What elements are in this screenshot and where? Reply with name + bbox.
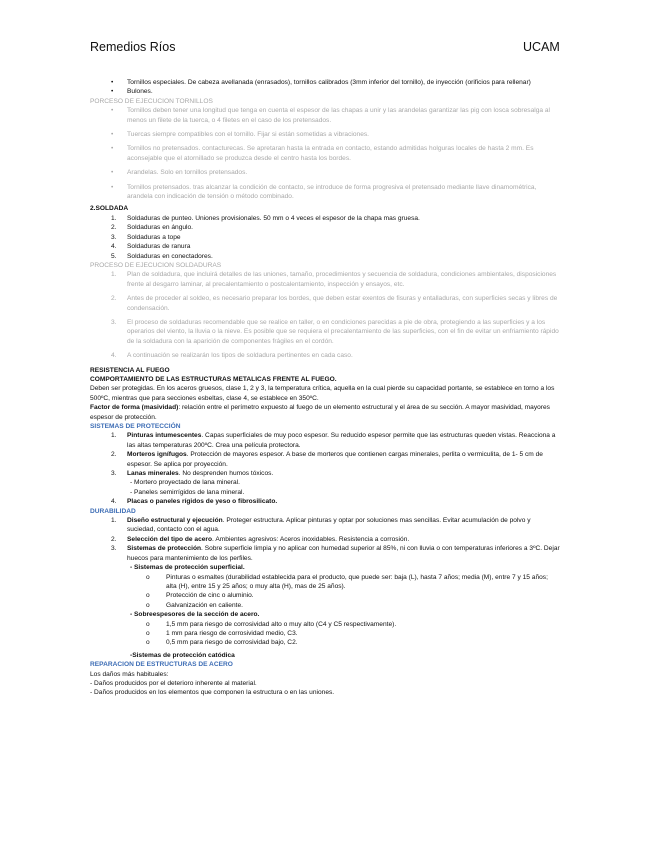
list-item: 1. Plan de soldadura, que incluirá detalles de las uniones, tamaño, procedimientos y secuencia de soldadura, condiciones ambientales, disposiciones frente al desgarro laminar, al precalentamiento o postcalentamiento, inspección y ensayos, etc. <box>111 271 557 288</box>
section-heading-resistencia: RESISTENCIA AL FUEGO <box>90 366 170 374</box>
list-item: 4. Placas o paneles rígidos de yeso o fibrosilicato. <box>111 498 278 506</box>
section-heading-proceso-tornillos: PORCESO DE EJECUCION TORNILLOS <box>90 97 213 105</box>
subheading-sobreespesores: - Sobreespesores de la sección de acero. <box>130 611 260 619</box>
list-item: 2. Morteros ignífugos. Protección de mayores espesor. A base de morteros que contienen cargas minerales, perlita o vermiculita, de 1- 5 cm de espesor. Se aplica por proyección. <box>111 451 543 468</box>
list-item: 2. Soldaduras en ángulo. <box>111 224 193 232</box>
sub-item: - Mortero proyectado de lana mineral. <box>130 479 240 487</box>
list-item: o Protección de cinc o aluminio. <box>146 592 254 600</box>
list-item: • Arandelas. Solo en tornillos pretensados. <box>111 169 248 177</box>
list-item: - Daños producidos por el deterioro inherente al material. <box>90 679 257 687</box>
paragraph: Los daños más habituales: <box>90 670 169 678</box>
list-item: 1. Diseño estructural y ejecución. Proteger estructura. Aplicar pinturas y optar por soluciones mas sencillas. Evitar acumulación de polvo y suciedad, contacto con el agua. <box>111 517 531 534</box>
sub-item: - Paneles semirrígidos de lana mineral. <box>130 488 245 496</box>
list-item: • Tornillos no pretensados. contacturecas. Se apretaran hasta la entrada en contacto, estando admitidas holguras locales de hasta 2 mm. Es aconsejable que el atornillado se produzca desde el centro hasta los bordes. <box>111 145 534 162</box>
list-item: 3. Soldaduras a tope <box>111 233 181 241</box>
list-item: 4. Soldaduras de ranura <box>111 243 191 251</box>
list-item: 5. Soldaduras en conectadores. <box>111 252 213 260</box>
paragraph: Factor de forma (masividad): relación entre el perímetro expuesto al fuego de un elemento estructural y el área de su sección. A mayor masividad, mayores espesor de protección. <box>90 404 550 421</box>
list-item: • Tuercas siempre compatibles con el tornillo. Fijar si están sometidas a vibraciones. <box>111 131 369 139</box>
section-heading-proceso-soldadura: PROCESO DE EJECUCION SOLDADURAS <box>90 261 222 269</box>
list-item: 3. Sistemas de protección. Sobre superficie limpia y no aplicar con humedad superior al 85%, ni con lluvia o con temperaturas inferiores a 3ºC. Dejar huecos para mantenimiento de los perfiles. <box>111 545 560 562</box>
list-item: • Bulones. <box>111 88 153 96</box>
list-item: 2. Antes de proceder al soldeo, es necesario preparar los bordes, que deben estar exentos de fisuras y entalladuras, con superficies secas y libres de condensación. <box>111 295 558 312</box>
list-item: 3. El proceso de soldaduras recomendable que se realice en taller, o en condiciones parecidas a pie de obra, protegiendo a las superficies y a los operarios del viento, la lluvia o la nieve. Es posible que se requiera el precalentamiento de las superficies, con el fin de evitar un enfriamiento rápido de la soldadura con la aparición de componentes frágiles en el cordón. <box>111 318 559 345</box>
section-heading-durabilidad: DURABILIDAD <box>90 507 136 515</box>
section-heading-reparacion: REPARACION DE ESTRUCTURAS DE ACERO <box>90 661 233 669</box>
list-item: 4. A continuación se realizarán los tipos de soldadura pertinentes en cada caso. <box>111 352 353 360</box>
header-author: Remedios Ríos <box>90 40 176 54</box>
document-body <box>90 78 560 698</box>
subheading-comportamiento: COMPORTAMIENTO DE LAS ESTRUCTURAS METALICAS FRENTE AL FUEGO. <box>90 375 337 383</box>
list-item: o Galvanización en caliente. <box>146 601 243 609</box>
list-item: 3. Lanas minerales. No desprenden humos tóxicos. <box>111 470 274 478</box>
list-item: - Daños producidos en los elementos que componen la estructura o en las uniones. <box>90 689 335 697</box>
paragraph: Deben ser protegidas. En los aceros gruesos, clase 1, 2 y 3, la temperatura crítica, aquella en la cual pierde su capacidad portante, se establece en torno a los 500ºC, mientras que para secciones esbeltas, clase 4, se establece en 350ºC. <box>90 385 555 402</box>
subheading-superficial: - Sistemas de protección superficial. <box>130 564 245 572</box>
list-item: o Pinturas o esmaltes (durabilidad establecida para el producto, que puede ser: baja (L), hasta 7 años; media (M), entre 7 y 15 años; alta (H), entre 15 y 25 años; o muy alta (H), mas de 25 años). <box>146 573 548 590</box>
list-item: o 1 mm para riesgo de corrosividad medio, C3. <box>146 629 298 637</box>
list-item: 1. Pinturas intumescentes. Capas superficiales de muy poco espesor. Su reducido espesor permite que las estructuras queden vistas. Reacciona a las altas temperaturas 200ºC. Crea una película protectora. <box>111 432 556 449</box>
section-heading-sistemas: SISTEMAS DE PROTECCIÓN <box>90 423 181 430</box>
list-item: • Tornillos deben tener una longitud que tenga en cuenta el espesor de las chapas a unir y las arandelas garantizar las pig con losca sobresalga al menos un filete de la tuerca, o 4 filetes en el caso de los pretensados. <box>111 107 551 124</box>
header-institution: UCAM <box>523 40 560 54</box>
list-item: • Tornillos especiales. De cabeza avellanada (enrasados), tornillos calibrados (3mm inferior del tornillo), de inyección (orificios para rellenar) <box>111 79 531 86</box>
list-item: o 1,5 mm para riesgo de corrosividad alto o muy alto (C4 y C5 respectivamente). <box>146 620 397 628</box>
section-heading-soldada: 2.SOLDADA <box>90 205 129 213</box>
list-item: • Tornillos pretensados. tras alcanzar la condición de contacto, se introduce de forma progresiva el pretensado mediante llave dinamométrica, arandela con indicación de tensión o método combinado. <box>111 183 537 201</box>
list-item: 1. Soldaduras de punteo. Uniones provisionales. 50 mm o 4 veces el espesor de la chapa mas gruesa. <box>111 214 420 222</box>
list-item: 2. Selección del tipo de acero. Ambientes agresivos: Aceros inoxidables. Resistencia a corrosión. <box>111 535 410 543</box>
list-item: o 0,5 mm para riesgo de corrosividad bajo, C2. <box>146 639 298 647</box>
subheading-catodica: -Sistemas de protección catódica <box>130 651 235 659</box>
